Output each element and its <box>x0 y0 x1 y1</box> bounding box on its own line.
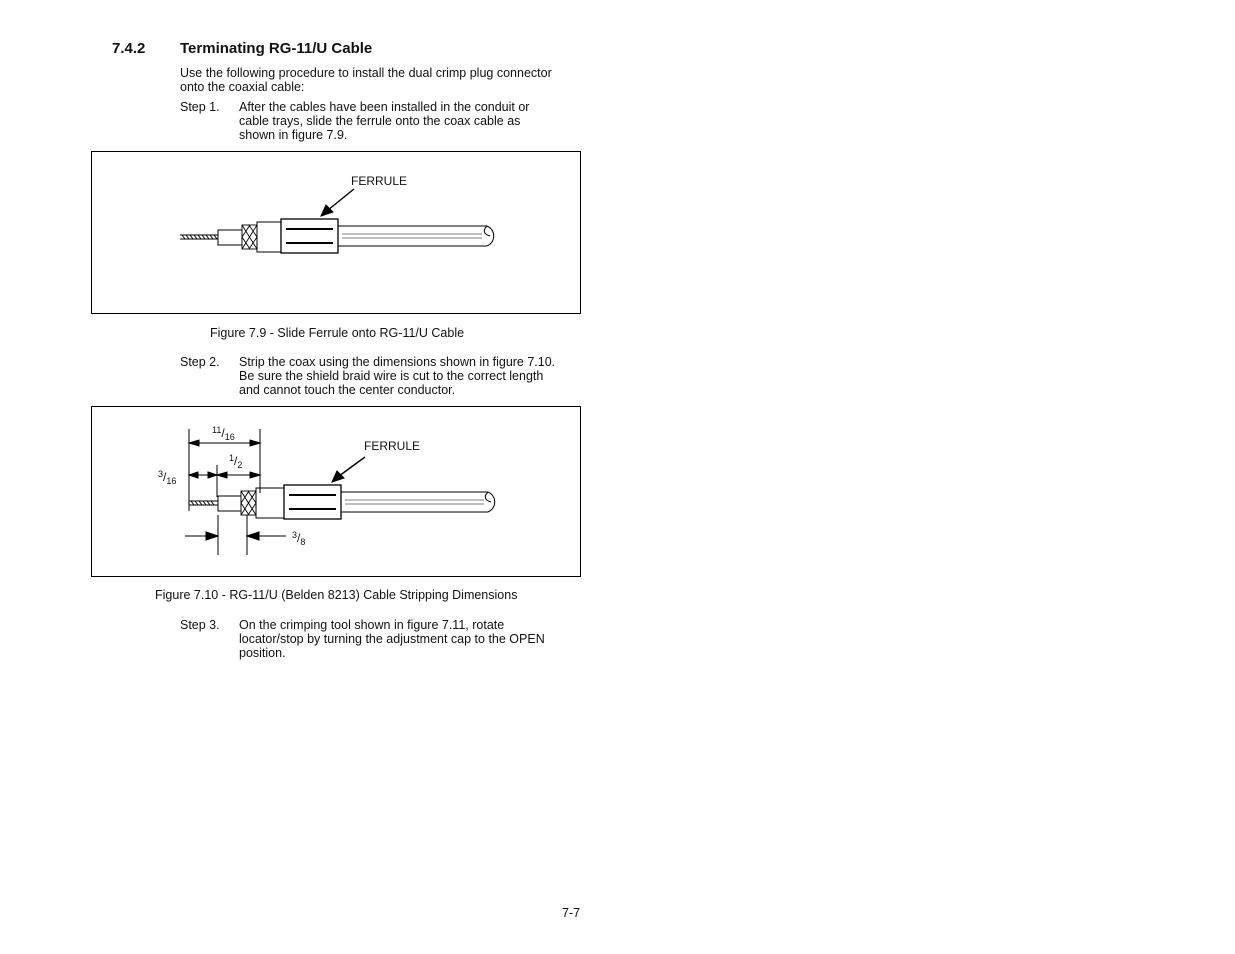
step2-line: Strip the coax using the dimensions shown in figure 7.10. <box>239 355 556 369</box>
section-number: 7.4.2 <box>112 40 146 57</box>
fraction-denominator: 2 <box>237 460 243 470</box>
fraction-denominator: 16 <box>224 432 235 442</box>
step3-line: position. <box>239 646 286 660</box>
dimension-11-16: $^{11}$/16 <box>212 425 235 442</box>
figure-7-9 <box>91 151 581 314</box>
dimension-1-2: $^1$/2 <box>229 453 243 470</box>
step2-line: and cannot touch the center conductor. <box>239 383 456 397</box>
step3-line: On the crimping tool shown in figure 7.11, rotate <box>239 618 505 632</box>
cable-jacket <box>341 492 495 512</box>
page-number: 7-7 <box>562 906 581 920</box>
fraction-numerator: 3 <box>158 469 164 479</box>
intro-paragraph <box>180 66 552 94</box>
ferrule-cable-illustration <box>92 152 582 315</box>
figure-7-9-caption: Figure 7.9 - Slide Ferrule onto RG-11/U Cable <box>210 326 465 340</box>
ferrule <box>281 219 338 253</box>
cable-jacket-end <box>257 222 281 252</box>
shield-braid <box>242 225 257 249</box>
figure-7-10-caption: Figure 7.10 - RG-11/U (Belden 8213) Cable Stripping Dimensions <box>155 588 518 602</box>
center-conductor <box>189 501 218 505</box>
ferrule-callout-arrow <box>332 457 365 482</box>
intro-line: onto the coaxial cable: <box>180 80 305 94</box>
step3-line: locator/stop by turning the adjustment cap to the OPEN <box>239 632 545 646</box>
dielectric <box>218 230 242 245</box>
cable-jacket <box>338 226 494 246</box>
fraction-numerator: 1 <box>229 453 235 463</box>
step1-line: cable trays, slide the ferrule onto the coax cable as <box>239 114 521 128</box>
ferrule-label: FERRULE <box>351 174 408 188</box>
ferrule <box>284 485 341 519</box>
dimension-3-16: $^3$/16 <box>158 469 177 486</box>
fraction-denominator: 16 <box>166 476 177 486</box>
step1-text <box>239 100 529 142</box>
step1-line: shown in figure 7.9. <box>239 128 348 142</box>
center-conductor <box>180 235 219 239</box>
dimension-3-8: $^3$/8 <box>292 530 306 547</box>
step2-label: Step 2. <box>180 355 220 369</box>
step2-line: Be sure the shield braid wire is cut to the correct length <box>239 369 544 383</box>
ferrule-label: FERRULE <box>364 439 421 453</box>
stripping-dimensions-illustration <box>92 407 582 578</box>
figure-7-10 <box>91 406 581 577</box>
shield-braid <box>241 491 256 515</box>
ferrule-callout-arrow <box>321 189 354 216</box>
intro-line: Use the following procedure to install the dual crimp plug connector <box>180 66 552 80</box>
step1-label: Step 1. <box>180 100 220 114</box>
step3-text <box>239 618 545 660</box>
fraction-denominator: 8 <box>300 537 306 547</box>
step2-text <box>239 355 555 397</box>
step1-line: After the cables have been installed in the conduit or <box>239 100 530 114</box>
section-title: Terminating RG-11/U Cable <box>180 40 373 57</box>
fraction-numerator: 3 <box>292 530 298 540</box>
dielectric <box>218 496 241 511</box>
step3-label: Step 3. <box>180 618 220 632</box>
fraction-numerator: 11 <box>212 425 222 435</box>
